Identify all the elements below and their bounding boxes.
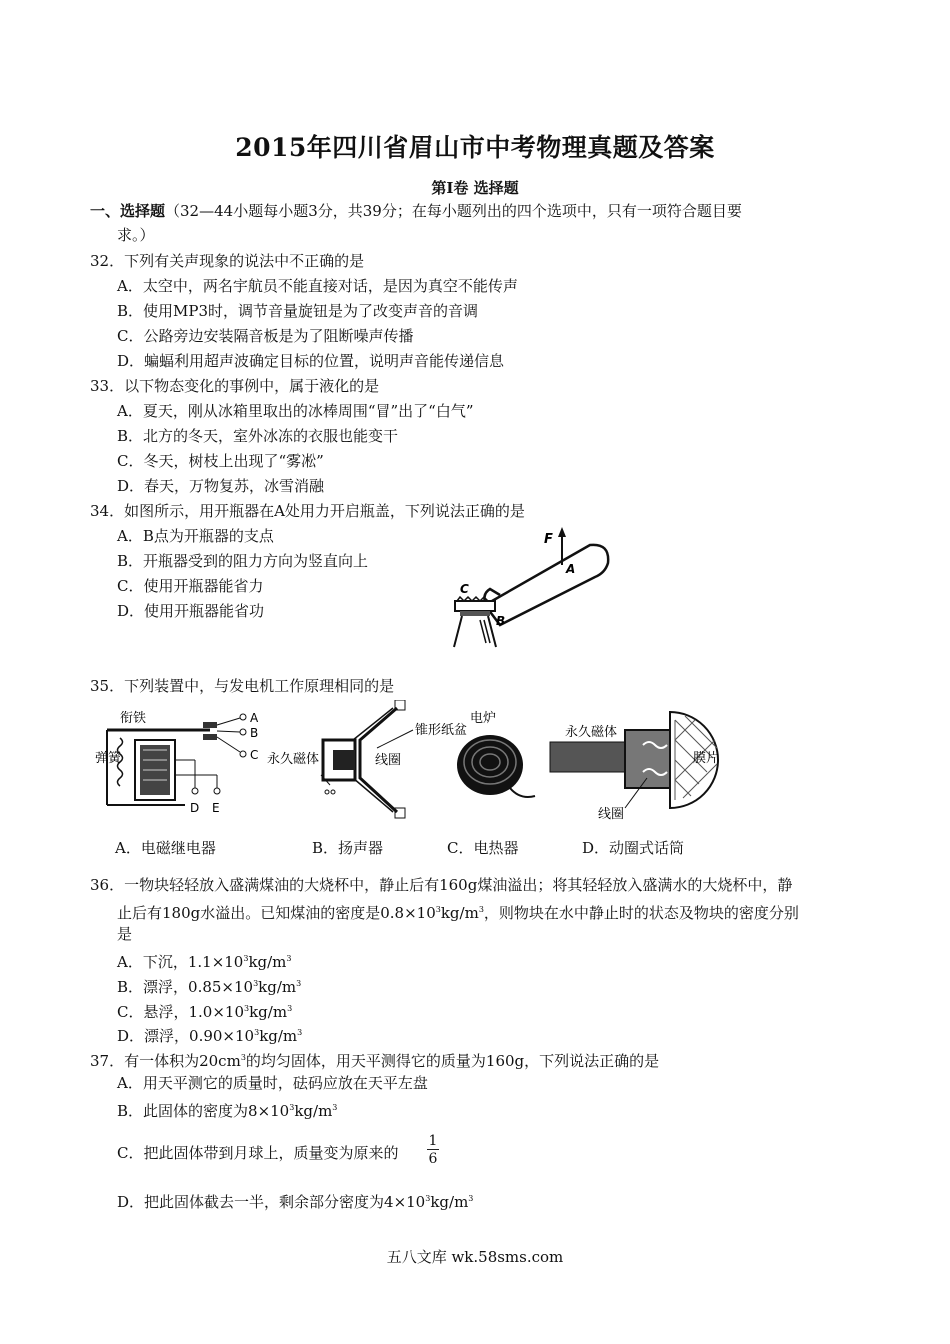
stove-diagram xyxy=(457,710,535,797)
q37-b-unit: kg/m xyxy=(294,1102,333,1120)
label-armature: 衔铁 xyxy=(120,711,147,726)
microphone-diagram xyxy=(550,712,719,822)
terminal-E: E xyxy=(212,801,220,815)
q33-option-a: A．夏天，刚从冰箱里取出的冰棒周围“冒”出了“白气” xyxy=(117,402,474,420)
q37-option-b xyxy=(117,1097,337,1122)
q36-option-a xyxy=(117,948,292,973)
instructions-line-1: （32—44小题每小题3分，共39分；在每小题列出的四个选项中，只有一项符合题目要 xyxy=(165,202,742,220)
exp: 3 xyxy=(478,905,484,914)
q36-b-unit: kg/m xyxy=(258,978,297,996)
q34-option-c: C．使用开瓶器能省力 xyxy=(117,577,264,595)
terminal-D: D xyxy=(190,801,200,815)
exp: 3 xyxy=(297,1028,303,1037)
label-diaphragm: 膜片 xyxy=(693,751,720,766)
part-heading: 一、选择题 xyxy=(90,202,166,220)
q36-b-text: B．漂浮，0.85×10 xyxy=(117,978,254,996)
section-title: 第Ⅰ卷 选择题 xyxy=(431,179,519,197)
caption-d: D．动圈式话筒 xyxy=(582,839,685,857)
q32-option-c: C．公路旁边安装隔音板是为了阻断噪声传播 xyxy=(117,327,414,345)
q36-line-2b: kg/m xyxy=(440,904,479,922)
q37-option-d xyxy=(117,1188,473,1213)
fraction-one-sixth xyxy=(427,1133,439,1168)
document-title: 2015年四川省眉山市中考物理真题及答案 xyxy=(235,133,715,162)
label-magnet-b: 永久磁体 xyxy=(267,752,320,767)
q32-option-a: A．太空中，两名宇航员不能直接对话，是因为真空不能传声 xyxy=(117,277,518,295)
q33-stem: 33．以下物态变化的事例中，属于液化的是 xyxy=(90,377,380,395)
label-C: C xyxy=(460,582,469,596)
caption-c: C．电热器 xyxy=(447,839,519,857)
q37-d-text: D．把此固体截去一半，剩余部分密度为4×10 xyxy=(117,1193,426,1211)
terminal-B: B xyxy=(250,726,259,740)
q37-stem-a: 37．有一体积为20cm xyxy=(90,1052,241,1070)
exp: 3 xyxy=(435,905,441,914)
label-stove: 电炉 xyxy=(470,711,497,726)
exp: 3 xyxy=(253,979,259,988)
caption-b: B．扬声器 xyxy=(312,839,384,857)
exp: 3 xyxy=(286,954,292,963)
exp: 3 xyxy=(425,1194,431,1203)
exp: 3 xyxy=(244,1004,250,1013)
relay-diagram xyxy=(95,710,259,815)
q34-option-d: D．使用开瓶器能省功 xyxy=(117,602,265,620)
label-A: A xyxy=(566,562,576,576)
bottle-opener-figure xyxy=(440,525,620,650)
q37-option-a: A．用天平测它的质量时，砝码应放在天平左盘 xyxy=(117,1074,428,1092)
exp: 3 xyxy=(243,954,249,963)
q33-option-b: B．北方的冬天，室外冰冻的衣服也能变干 xyxy=(117,427,399,445)
q36-line-2c: ，则物块在水中静止时的状态及物块的密度分别 xyxy=(483,904,799,922)
q37-d-unit: kg/m xyxy=(430,1193,469,1211)
speaker-diagram xyxy=(267,700,467,818)
q36-d-text: D．漂浮，0.90×10 xyxy=(117,1027,255,1045)
exp: 3 xyxy=(254,1028,260,1037)
q34-option-a: A．B点为开瓶器的支点 xyxy=(117,527,274,545)
footer-watermark: 五八文库 wk.58sms.com xyxy=(386,1248,564,1266)
terminal-C: C xyxy=(250,748,259,762)
q37-stem xyxy=(90,1047,659,1072)
exp: 3 xyxy=(287,1004,293,1013)
q33-option-d: D．春天，万物复苏，冰雪消融 xyxy=(117,477,325,495)
q32-option-d: D．蝙蝠利用超声波确定目标的位置，说明声音能传递信息 xyxy=(117,352,505,370)
q36-c-unit: kg/m xyxy=(249,1003,288,1021)
label-B: B xyxy=(496,614,506,628)
exp: 3 xyxy=(468,1194,474,1203)
part-instructions xyxy=(90,200,742,222)
q34-stem: 34．如图所示，用开瓶器在A处用力开启瓶盖，下列说法正确的是 xyxy=(90,502,525,520)
q37-option-c: C．把此固体带到月球上，质量变为原来的 xyxy=(117,1144,399,1162)
caption-a: A．电磁继电器 xyxy=(115,839,216,857)
q36-a-text: A．下沉，1.1×10 xyxy=(117,953,244,971)
devices-figure xyxy=(95,700,745,830)
exp: 3 xyxy=(296,979,302,988)
q36-line-3: 是 xyxy=(117,925,133,943)
instructions-line-2: 求。） xyxy=(117,226,155,244)
q37-stem-b: 的均匀固体，用天平测得它的质量为160g，下列说法正确的是 xyxy=(245,1052,660,1070)
fraction-numerator: 1 xyxy=(428,1133,438,1149)
exp: 3 xyxy=(240,1053,246,1062)
q36-option-b xyxy=(117,973,301,998)
q36-c-text: C．悬浮，1.0×10 xyxy=(117,1003,244,1021)
fraction-denominator: 6 xyxy=(428,1151,438,1167)
q36-d-unit: kg/m xyxy=(259,1027,298,1045)
q36-option-d xyxy=(117,1022,302,1047)
q36-line-1: 36．一物块轻轻放入盛满煤油的大烧杯中，静止后有160g煤油溢出；将其轻轻放入盛满水的大烧杯中，静 xyxy=(90,876,793,894)
exp: 3 xyxy=(289,1103,295,1112)
q32-option-b: B．使用MP3时，调节音量旋钮是为了改变声音的音调 xyxy=(117,302,479,320)
label-F: F xyxy=(544,532,553,547)
exp: 3 xyxy=(332,1103,338,1112)
q35-stem: 35．下列装置中，与发电机工作原理相同的是 xyxy=(90,677,395,695)
q32-stem: 32．下列有关声现象的说法中不正确的是 xyxy=(90,252,365,270)
terminal-A: A xyxy=(250,711,259,725)
label-magnet-d: 永久磁体 xyxy=(565,725,618,740)
q37-b-text: B．此固体的密度为8×10 xyxy=(117,1102,290,1120)
q36-line-2 xyxy=(117,899,799,924)
label-cone: 锥形纸盆 xyxy=(415,723,468,738)
label-spring: 弹簧 xyxy=(95,751,122,766)
label-coil-b: 线圈 xyxy=(375,753,402,768)
q36-option-c xyxy=(117,998,292,1023)
q36-line-2a: 止后有180g水溢出。已知煤油的密度是0.8×10 xyxy=(117,904,436,922)
q34-option-b: B．开瓶器受到的阻力方向为竖直向上 xyxy=(117,552,369,570)
label-coil-d: 线圈 xyxy=(598,807,625,822)
q36-a-unit: kg/m xyxy=(248,953,287,971)
q33-option-c: C．冬天，树枝上出现了“雾凇” xyxy=(117,452,324,470)
